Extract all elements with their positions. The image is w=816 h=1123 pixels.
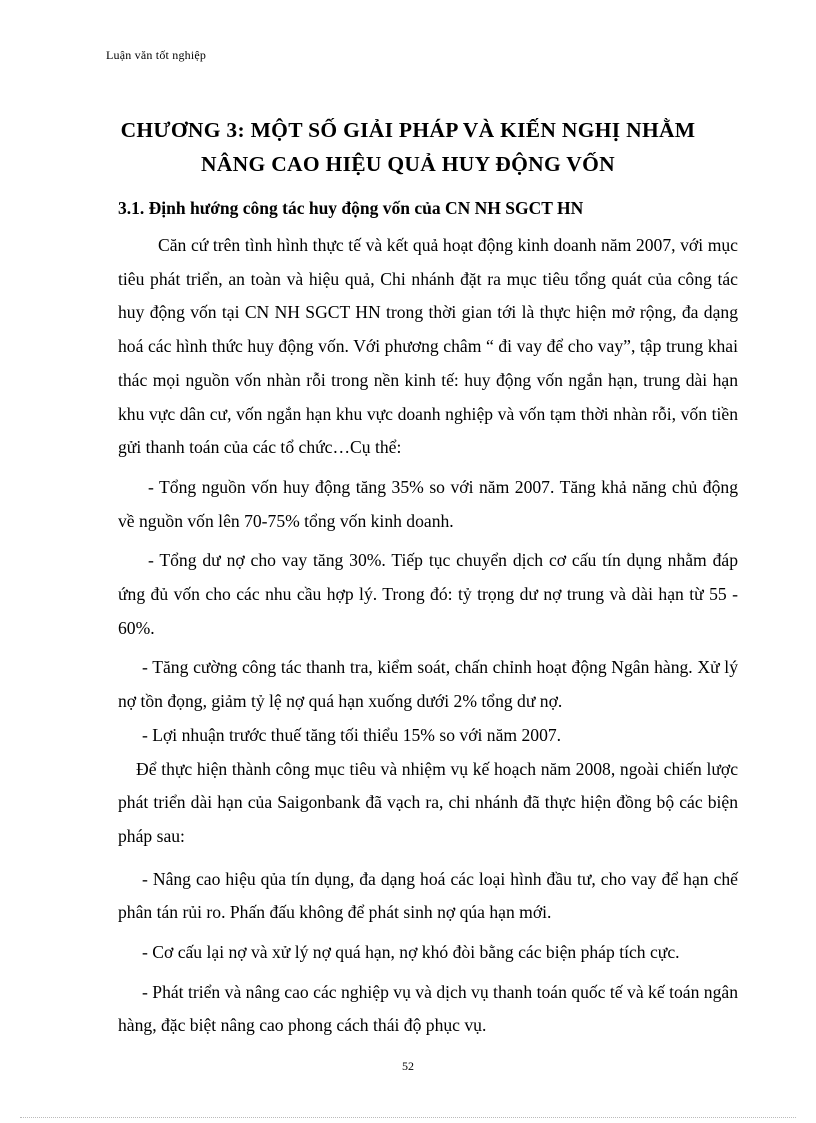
paragraph-target-credit: - Tổng dư nợ cho vay tăng 30%. Tiếp tục chuyển dịch cơ cấu tín dụng nhằm đáp ứng đủ vốn cho các nhu cầu hợp lý. Trong đó: tỷ trọng dư nợ trung và dài hạn từ 55 - 60%. xyxy=(118,550,738,638)
body-text xyxy=(118,229,738,1043)
paragraph-implementation: Để thực hiện thành công mục tiêu và nhiệm vụ kế hoạch năm 2008, ngoài chiến lược phát triển dài hạn của Saigonbank đã vạch ra, chi nhánh đã thực hiện đồng bộ các biện pháp sau: xyxy=(118,758,738,846)
section-heading: 3.1. Định hướng công tác huy động vốn của CN NH SGCT HN xyxy=(118,198,584,218)
paragraph-measure-services: - Phát triển và nâng cao các nghiệp vụ và dịch vụ thanh toán quốc tế và kế toán ngân hàng, đặc biệt nâng cao phong cách thái độ phục vụ. xyxy=(118,981,738,1036)
page-bottom-divider xyxy=(20,1117,796,1118)
running-header: Luận văn tốt nghiệp xyxy=(106,48,207,62)
paragraph-measure-debt: - Cơ cấu lại nợ và xử lý nợ quá hạn, nợ khó đòi bằng các biện pháp tích cực. xyxy=(142,942,680,963)
paragraph-target-inspection: - Tăng cường công tác thanh tra, kiểm soát, chấn chỉnh hoạt động Ngân hàng. Xử lý nợ tồn đọng, giảm tỷ lệ nợ quá hạn xuống dưới 2% tổng dư nợ. xyxy=(118,657,738,712)
chapter-title-line-1: CHƯƠNG 3: MỘT SỐ GIẢI PHÁP VÀ KIẾN NGHỊ NHẰM xyxy=(120,118,696,142)
chapter-title-line-2: NÂNG CAO HIỆU QUẢ HUY ĐỘNG VỐN xyxy=(201,152,615,176)
paragraph-intro: Căn cứ trên tình hình thực tế và kết quả hoạt động kinh doanh năm 2007, với mục tiêu phát triển, an toàn và hiệu quả, Chi nhánh đặt ra mục tiêu tổng quát của công tác huy động vốn tại CN NH SGCT HN trong thời gian tới là thực hiện mở rộng, đa dạng hoá các hình thức huy động vốn. Với phương châm “ đi vay để cho vay”, tập trung khai thác mọi nguồn vốn nhàn rỗi trong nền kinh tế: huy động vốn ngắn hạn, trung dài hạn khu vực dân cư, vốn ngắn hạn khu vực doanh nghiệp và vốn tạm thời nhàn rỗi, vốn tiền gửi thanh toán của các tổ chức…Cụ thể: xyxy=(118,235,738,458)
paragraph-target-capital: - Tổng nguồn vốn huy động tăng 35% so với năm 2007. Tăng khả năng chủ động về nguồn vốn lên 70-75% tổng vốn kinh doanh. xyxy=(118,476,738,531)
paragraph-target-profit: - Lợi nhuận trước thuế tăng tối thiểu 15% so với năm 2007. xyxy=(142,724,562,745)
paragraph-measure-credit: - Nâng cao hiệu qủa tín dụng, đa dạng hoá các loại hình đầu tư, cho vay để hạn chế phân tán rủi ro. Phấn đấu không để phát sinh nợ qúa hạn mới. xyxy=(118,868,738,923)
page-number: 52 xyxy=(402,1059,414,1073)
